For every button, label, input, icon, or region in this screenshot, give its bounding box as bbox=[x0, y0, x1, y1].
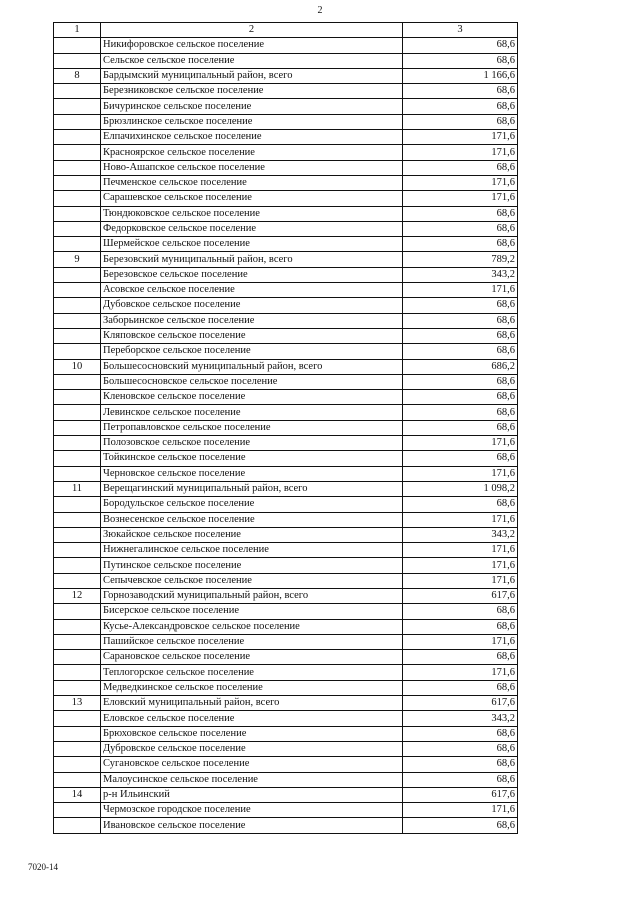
row-value: 68,6 bbox=[403, 237, 518, 252]
header-col-1: 1 bbox=[54, 23, 101, 38]
row-name: Брюховское сельское поселение bbox=[101, 726, 403, 741]
table-row bbox=[54, 298, 518, 313]
table-row bbox=[54, 68, 518, 83]
row-name: Березниковское сельское поселение bbox=[101, 84, 403, 99]
row-number bbox=[54, 726, 101, 741]
row-value: 68,6 bbox=[403, 38, 518, 53]
row-name: Кусье-Александровское сельское поселение bbox=[101, 619, 403, 634]
row-number: 13 bbox=[54, 696, 101, 711]
table-row bbox=[54, 252, 518, 267]
table-row bbox=[54, 787, 518, 802]
row-value: 686,2 bbox=[403, 359, 518, 374]
row-value: 1 098,2 bbox=[403, 481, 518, 496]
row-number bbox=[54, 818, 101, 833]
table-row bbox=[54, 38, 518, 53]
table-row bbox=[54, 711, 518, 726]
row-number bbox=[54, 665, 101, 680]
row-name: Нижнегалинское сельское поселение bbox=[101, 543, 403, 558]
row-value: 171,6 bbox=[403, 573, 518, 588]
row-number bbox=[54, 803, 101, 818]
row-name: Кляповское сельское поселение bbox=[101, 328, 403, 343]
table-row bbox=[54, 619, 518, 634]
row-number bbox=[54, 283, 101, 298]
row-number bbox=[54, 650, 101, 665]
row-number bbox=[54, 741, 101, 756]
row-name: Медведкинское сельское поселение bbox=[101, 680, 403, 695]
table-row bbox=[54, 145, 518, 160]
table-row bbox=[54, 726, 518, 741]
table-row bbox=[54, 99, 518, 114]
row-number bbox=[54, 757, 101, 772]
row-value: 171,6 bbox=[403, 665, 518, 680]
row-name: р-н Ильинский bbox=[101, 787, 403, 802]
table-row bbox=[54, 130, 518, 145]
row-number bbox=[54, 619, 101, 634]
row-value: 171,6 bbox=[403, 466, 518, 481]
row-value: 171,6 bbox=[403, 175, 518, 190]
row-value: 68,6 bbox=[403, 374, 518, 389]
row-name: Тюндюковское сельское поселение bbox=[101, 206, 403, 221]
row-name: Бисерское сельское поселение bbox=[101, 604, 403, 619]
row-name: Полозовское сельское поселение bbox=[101, 436, 403, 451]
row-name: Ново-Ашапское сельское поселение bbox=[101, 160, 403, 175]
row-number bbox=[54, 38, 101, 53]
table-row bbox=[54, 665, 518, 680]
row-number bbox=[54, 497, 101, 512]
row-name: Ивановское сельское поселение bbox=[101, 818, 403, 833]
row-number bbox=[54, 298, 101, 313]
document-code: 7020-14 bbox=[28, 862, 58, 872]
row-name: Сугановское сельское поселение bbox=[101, 757, 403, 772]
table-row bbox=[54, 84, 518, 99]
table-row bbox=[54, 405, 518, 420]
row-name: Никифоровское сельское поселение bbox=[101, 38, 403, 53]
row-number: 10 bbox=[54, 359, 101, 374]
header-col-3: 3 bbox=[403, 23, 518, 38]
row-value: 1 166,6 bbox=[403, 68, 518, 83]
row-name: Сарановское сельское поселение bbox=[101, 650, 403, 665]
row-name: Бородульское сельское поселение bbox=[101, 497, 403, 512]
row-number bbox=[54, 543, 101, 558]
table-row bbox=[54, 374, 518, 389]
table-row bbox=[54, 114, 518, 129]
row-number bbox=[54, 114, 101, 129]
row-name: Верещагинский муниципальный район, всего bbox=[101, 481, 403, 496]
row-name: Тойкинское сельское поселение bbox=[101, 451, 403, 466]
row-value: 68,6 bbox=[403, 206, 518, 221]
row-name: Березовское сельское поселение bbox=[101, 267, 403, 282]
row-number bbox=[54, 145, 101, 160]
row-value: 171,6 bbox=[403, 436, 518, 451]
table-row bbox=[54, 558, 518, 573]
row-value: 343,2 bbox=[403, 267, 518, 282]
row-number bbox=[54, 313, 101, 328]
table-row bbox=[54, 237, 518, 252]
row-value: 171,6 bbox=[403, 558, 518, 573]
row-name: Горнозаводский муниципальный район, всего bbox=[101, 588, 403, 603]
table-row bbox=[54, 803, 518, 818]
row-value: 68,6 bbox=[403, 726, 518, 741]
row-name: Асовское сельское поселение bbox=[101, 283, 403, 298]
row-value: 68,6 bbox=[403, 757, 518, 772]
row-name: Теплогорское сельское поселение bbox=[101, 665, 403, 680]
table-row bbox=[54, 604, 518, 619]
row-number bbox=[54, 711, 101, 726]
table-row bbox=[54, 696, 518, 711]
row-name: Путинское сельское поселение bbox=[101, 558, 403, 573]
table-row bbox=[54, 543, 518, 558]
row-name: Елпачихинское сельское поселение bbox=[101, 130, 403, 145]
table-row bbox=[54, 175, 518, 190]
row-value: 617,6 bbox=[403, 787, 518, 802]
row-value: 68,6 bbox=[403, 84, 518, 99]
row-number bbox=[54, 436, 101, 451]
table-row bbox=[54, 313, 518, 328]
row-name: Брюзлинское сельское поселение bbox=[101, 114, 403, 129]
row-number bbox=[54, 634, 101, 649]
row-number bbox=[54, 451, 101, 466]
table-row bbox=[54, 818, 518, 833]
row-value: 68,6 bbox=[403, 451, 518, 466]
row-name: Печменское сельское поселение bbox=[101, 175, 403, 190]
row-name: Сельское сельское поселение bbox=[101, 53, 403, 68]
row-number bbox=[54, 558, 101, 573]
row-number bbox=[54, 130, 101, 145]
table-row bbox=[54, 757, 518, 772]
row-value: 68,6 bbox=[403, 344, 518, 359]
table-row bbox=[54, 741, 518, 756]
table-row bbox=[54, 206, 518, 221]
row-name: Бардымский муниципальный район, всего bbox=[101, 68, 403, 83]
row-value: 68,6 bbox=[403, 420, 518, 435]
row-number: 9 bbox=[54, 252, 101, 267]
row-name: Еловский муниципальный район, всего bbox=[101, 696, 403, 711]
row-value: 68,6 bbox=[403, 114, 518, 129]
table-row bbox=[54, 53, 518, 68]
row-value: 68,6 bbox=[403, 99, 518, 114]
row-value: 68,6 bbox=[403, 772, 518, 787]
row-value: 171,6 bbox=[403, 191, 518, 206]
row-value: 68,6 bbox=[403, 818, 518, 833]
header-col-2: 2 bbox=[101, 23, 403, 38]
row-number bbox=[54, 573, 101, 588]
row-value: 68,6 bbox=[403, 680, 518, 695]
row-value: 68,6 bbox=[403, 328, 518, 343]
table-row bbox=[54, 420, 518, 435]
row-name: Кленовское сельское поселение bbox=[101, 390, 403, 405]
row-value: 68,6 bbox=[403, 650, 518, 665]
row-name: Федорковское сельское поселение bbox=[101, 221, 403, 236]
row-number bbox=[54, 191, 101, 206]
row-name: Вознесенское сельское поселение bbox=[101, 512, 403, 527]
row-value: 171,6 bbox=[403, 130, 518, 145]
row-number bbox=[54, 53, 101, 68]
row-name: Зюкайское сельское поселение bbox=[101, 527, 403, 542]
table-row bbox=[54, 481, 518, 496]
row-value: 68,6 bbox=[403, 741, 518, 756]
row-name: Черновское сельское поселение bbox=[101, 466, 403, 481]
table-row bbox=[54, 451, 518, 466]
row-value: 171,6 bbox=[403, 512, 518, 527]
row-name: Сепычевское сельское поселение bbox=[101, 573, 403, 588]
table-row bbox=[54, 267, 518, 282]
table-row bbox=[54, 573, 518, 588]
row-number bbox=[54, 267, 101, 282]
row-name: Левинское сельское поселение bbox=[101, 405, 403, 420]
row-number bbox=[54, 344, 101, 359]
row-name: Чермозское городское поселение bbox=[101, 803, 403, 818]
row-number bbox=[54, 405, 101, 420]
row-value: 171,6 bbox=[403, 634, 518, 649]
row-number bbox=[54, 512, 101, 527]
row-value: 343,2 bbox=[403, 711, 518, 726]
row-value: 68,6 bbox=[403, 53, 518, 68]
table-header-row bbox=[54, 23, 518, 38]
table-row bbox=[54, 512, 518, 527]
row-number bbox=[54, 237, 101, 252]
row-number: 8 bbox=[54, 68, 101, 83]
row-value: 68,6 bbox=[403, 390, 518, 405]
row-name: Березовский муниципальный район, всего bbox=[101, 252, 403, 267]
table-row bbox=[54, 283, 518, 298]
row-value: 343,2 bbox=[403, 527, 518, 542]
row-number bbox=[54, 604, 101, 619]
row-number bbox=[54, 680, 101, 695]
row-value: 617,6 bbox=[403, 696, 518, 711]
row-value: 68,6 bbox=[403, 405, 518, 420]
row-number bbox=[54, 99, 101, 114]
row-number bbox=[54, 466, 101, 481]
table-row bbox=[54, 359, 518, 374]
row-number bbox=[54, 328, 101, 343]
row-number bbox=[54, 420, 101, 435]
row-name: Сарашевское сельское поселение bbox=[101, 191, 403, 206]
row-number: 14 bbox=[54, 787, 101, 802]
table-row bbox=[54, 650, 518, 665]
row-number bbox=[54, 772, 101, 787]
row-number bbox=[54, 206, 101, 221]
table-row bbox=[54, 390, 518, 405]
row-value: 68,6 bbox=[403, 619, 518, 634]
table-row bbox=[54, 634, 518, 649]
row-name: Красноярское сельское поселение bbox=[101, 145, 403, 160]
row-name: Петропавловское сельское поселение bbox=[101, 420, 403, 435]
row-value: 68,6 bbox=[403, 497, 518, 512]
table-row bbox=[54, 344, 518, 359]
allocation-table bbox=[53, 22, 518, 834]
row-name: Бичуринское сельское поселение bbox=[101, 99, 403, 114]
table-row bbox=[54, 527, 518, 542]
row-number bbox=[54, 84, 101, 99]
row-name: Заборьинское сельское поселение bbox=[101, 313, 403, 328]
row-name: Дубовское сельское поселение bbox=[101, 298, 403, 313]
row-value: 171,6 bbox=[403, 145, 518, 160]
page-number: 2 bbox=[317, 5, 323, 16]
row-value: 789,2 bbox=[403, 252, 518, 267]
row-name: Шермейское сельское поселение bbox=[101, 237, 403, 252]
row-number: 11 bbox=[54, 481, 101, 496]
row-name: Переборское сельское поселение bbox=[101, 344, 403, 359]
row-value: 68,6 bbox=[403, 298, 518, 313]
row-value: 68,6 bbox=[403, 160, 518, 175]
row-value: 171,6 bbox=[403, 543, 518, 558]
row-name: Дубровское сельское поселение bbox=[101, 741, 403, 756]
row-value: 617,6 bbox=[403, 588, 518, 603]
row-name: Большесосновский муниципальный район, всего bbox=[101, 359, 403, 374]
table-row bbox=[54, 497, 518, 512]
row-number bbox=[54, 175, 101, 190]
table-row bbox=[54, 466, 518, 481]
table-row bbox=[54, 588, 518, 603]
row-name: Большесосновское сельское поселение bbox=[101, 374, 403, 389]
row-name: Малоусинское сельское поселение bbox=[101, 772, 403, 787]
row-number bbox=[54, 160, 101, 175]
table-row bbox=[54, 680, 518, 695]
table-row bbox=[54, 221, 518, 236]
row-number bbox=[54, 374, 101, 389]
row-value: 68,6 bbox=[403, 221, 518, 236]
row-value: 68,6 bbox=[403, 313, 518, 328]
row-value: 68,6 bbox=[403, 604, 518, 619]
row-number bbox=[54, 527, 101, 542]
table-row bbox=[54, 328, 518, 343]
row-number bbox=[54, 221, 101, 236]
row-name: Еловское сельское поселение bbox=[101, 711, 403, 726]
table-row bbox=[54, 772, 518, 787]
row-value: 171,6 bbox=[403, 803, 518, 818]
table-row bbox=[54, 191, 518, 206]
row-number: 12 bbox=[54, 588, 101, 603]
row-value: 171,6 bbox=[403, 283, 518, 298]
row-number bbox=[54, 390, 101, 405]
table-row bbox=[54, 436, 518, 451]
table-row bbox=[54, 160, 518, 175]
row-name: Пашийское сельское поселение bbox=[101, 634, 403, 649]
